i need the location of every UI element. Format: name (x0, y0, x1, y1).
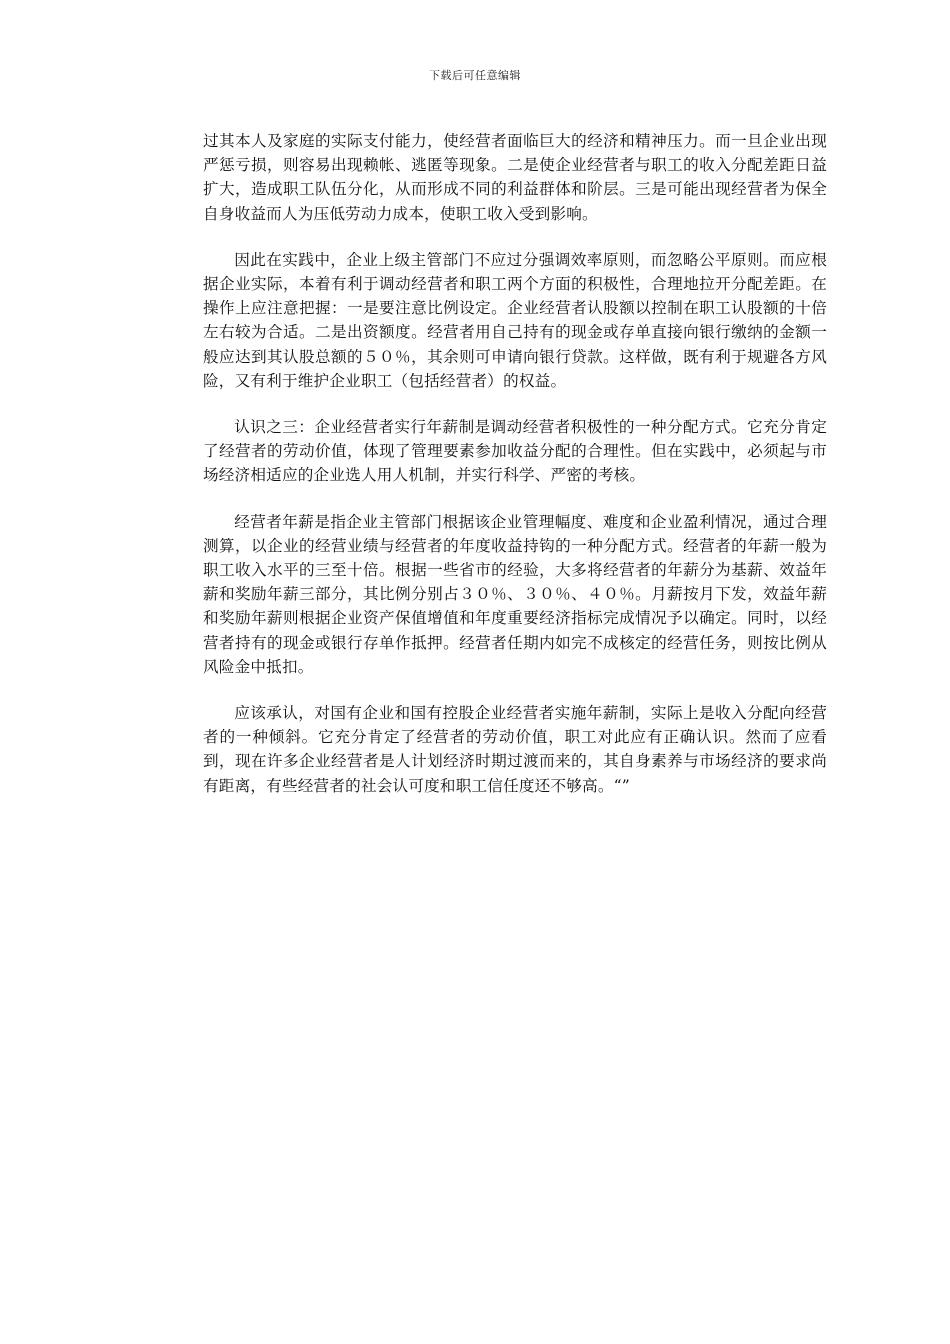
paragraph-annual-salary: 经营者年薪是指企业主管部门根据该企业管理幅度、难度和企业盈利情况，通过合理测算，以企业的经营业绩与经营者的年度收益持钩的一种分配方式。经营者的年薪一般为职工收入水平的三至十倍。根据一些省市的经验，大多将经营者的年薪分为基薪、效益年薪和奖励年薪三部分，其比例分别占３０％、３０％、４０％。月薪按月下发，效益年薪和奖励年薪则根据企业资产保值增值和年度重要经济指标完成情况予以确定。同时，以经营者持有的现金或银行存单作抵押。经营者任期内如完不成核定的经营任务，则按比例从风险金中抵扣。 (203, 512, 827, 676)
document-body (203, 129, 827, 820)
paragraph-view-three: 认识之三：企业经营者实行年薪制是调动经营者积极性的一种分配方式。它充分肯定了经营者的劳动价值，体现了管理要素参加收益分配的合理性。但在实践中，必须起与市场经济相适应的企业选人用人机制，并实行科学、严密的考核。 (203, 418, 827, 485)
paragraph-practice-fairness: 因此在实践中，企业上级主管部门不应过分强调效率原则，而忽略公平原则。而应根据企业实际，本着有利于调动经营者和职工两个方面的积极性，合理地拉开分配差距。在操作上应注意把握：一是要注意比例设定。企业经营者认股额以控制在职工认股额的十倍左右较为合适。二是出资额度。经营者用自己持有的现金或存单直接向银行缴纳的金额一般应达到其认股总额的５０％，其余则可申请向银行贷款。这样做，既有利于规避各方风险，又有利于维护企业职工（包括经营者）的权益。 (203, 250, 827, 390)
paragraph-acknowledgement: 应该承认，对国有企业和国有控股企业经营者实施年薪制，实际上是收入分配向经营者的一种倾斜。它充分肯定了经营者的劳动价值，职工对此应有正确认识。然而了应看到，现在许多企业经营者是人计划经济时期过渡而来的，其自身素养与市场经济的要求尚有距离，有些经营者的社会认可度和职工信任度还不够高。“” (203, 704, 827, 795)
page-header: 下载后可任意编辑 (429, 69, 521, 82)
paragraph-continuation: 过其本人及家庭的实际支付能力，使经营者面临巨大的经济和精神压力。而一旦企业出现严惩亏损，则容易出现赖帐、逃匿等现象。二是使企业经营者与职工的收入分配差距日益扩大，造成职工队伍分化，从而形成不同的利益群体和阶层。三是可能出现经营者为保全自身收益而人为压低劳动力成本，使职工收入受到影响。 (203, 132, 827, 223)
